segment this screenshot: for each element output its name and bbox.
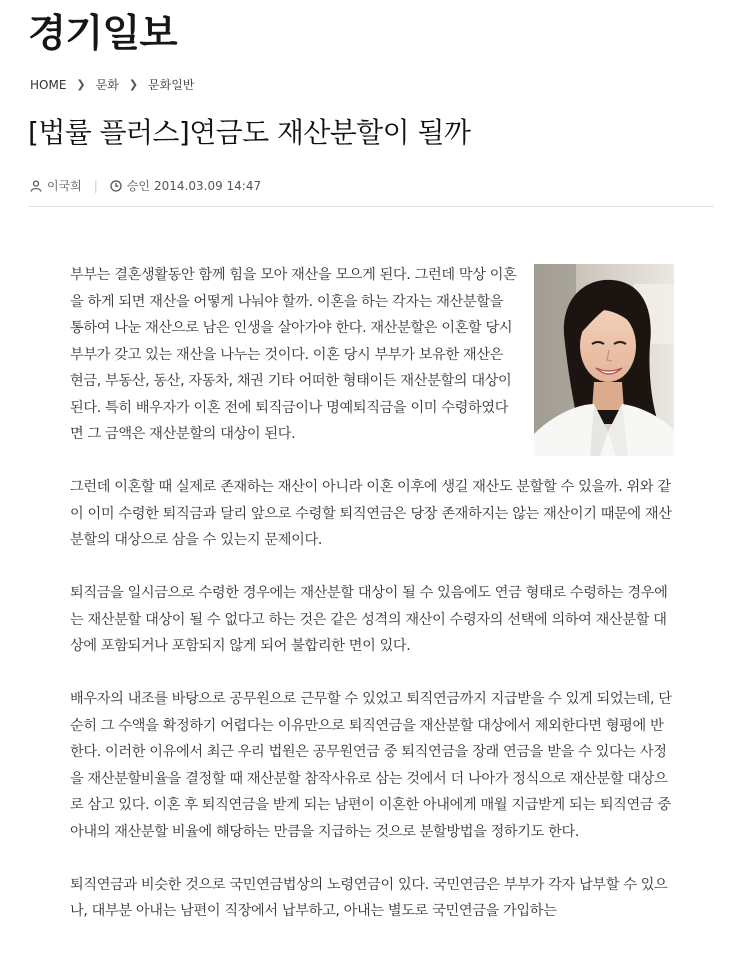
chevron-right-icon: ❯ — [76, 78, 86, 91]
breadcrumb — [30, 76, 194, 93]
article-title: [법률 플러스]연금도 재산분할이 될까 — [28, 116, 471, 149]
byline-divider: | — [93, 178, 98, 193]
author-photo — [534, 264, 674, 456]
breadcrumb-culture-general[interactable]: 문화일반 — [148, 78, 195, 92]
clock-icon — [110, 180, 122, 192]
person-icon — [30, 180, 42, 192]
paragraph-3: 퇴직금을 일시금으로 수령한 경우에는 재산분할 대상이 될 수 있음에도 연금 형태로 수령하는 경우에는 재산분할 대상이 될 수 없다고 하는 것은 같은 성격의 재산이 수령자의 선택에 의하여 재산분할 대상에 포함되거나 포함되지 않게 되어 불합리한 면이 있다. — [70, 585, 668, 654]
paragraph-1: 부부는 결혼생활동안 함께 힘을 모아 재산을 모으게 된다. 그런데 막상 이혼을 하게 되면 재산을 어떻게 나눠야 할까. 이혼을 하는 각자는 재산분할을 통하여 나눈 재산으로 남은 인생을 살아가야 한다. 재산분할은 이혼할 당시 부부가 갖고 있는 재산을 나누는 것이다. 이혼 당시 부부가 보유한 재산은 현금, 부동산, 동산, 자동차, 채권 기타 어떠한 형태이든 재산분할의 대상이 된다. 특히 배우자가 이혼 전에 퇴직금이나 명예퇴직금을 이미 수령하였다면 그 금액은 재산분할의 대상이 된다. — [70, 267, 517, 442]
header-divider — [28, 206, 714, 207]
approved-label: 승인 — [126, 179, 151, 193]
paragraph-2: 그런데 이혼할 때 실제로 존재하는 재산이 아니라 이혼 이후에 생길 재산도 분할할 수 있을까. 위와 같이 이미 수령한 퇴직금과 달리 앞으로 수령할 퇴직연금은 당장 존재하지는 않는 재산이기 때문에 재산분할의 대상으로 삼을 수 있는지 문제이다. — [70, 479, 672, 548]
breadcrumb-home[interactable]: HOME — [30, 77, 67, 92]
breadcrumb-culture[interactable]: 문화 — [95, 78, 119, 92]
site-logo[interactable]: 경기일보 — [28, 11, 177, 55]
paragraph-5: 퇴직연금과 비슷한 것으로 국민연금법상의 노령연금이 있다. 국민연금은 부부가 각자 납부할 수 있으나, 대부분 아내는 남편이 직장에서 납부하고, 아내는 별도로 국민연금을 가입하는 — [70, 876, 668, 919]
paragraph-4: 배우자의 내조를 바탕으로 공무원으로 근무할 수 있었고 퇴직연금까지 지급받을 수 있게 되었는데, 단순히 그 수액을 확정하기 어렵다는 이유만으로 퇴직연금을 재산분할 대상에서 제외한다면 형평에 반한다. 이러한 이유에서 최근 우리 법원은 공무원연금 중 퇴직연금을 장래 연금을 받을 수 있다는 사정을 재산분할비율을 결정할 때 재산분할 참작사유로 삼는 것에서 더 나아가 정식으로 재산분할 대상으로 삼고 있다. 이혼 후 퇴직연금을 받게 되는 남편이 이혼한 아내에게 매월 지급받게 되는 퇴직연금 중 아내의 재산분할 비율에 해당하는 만큼을 지급하는 것으로 분할방법을 정하기도 한다. — [70, 691, 672, 840]
article-byline — [30, 177, 261, 194]
article-body — [70, 262, 674, 951]
chevron-right-icon: ❯ — [128, 78, 139, 91]
author-name[interactable]: 이국희 — [47, 179, 82, 193]
publish-datetime: 2014.03.09 14:47 — [154, 178, 262, 193]
